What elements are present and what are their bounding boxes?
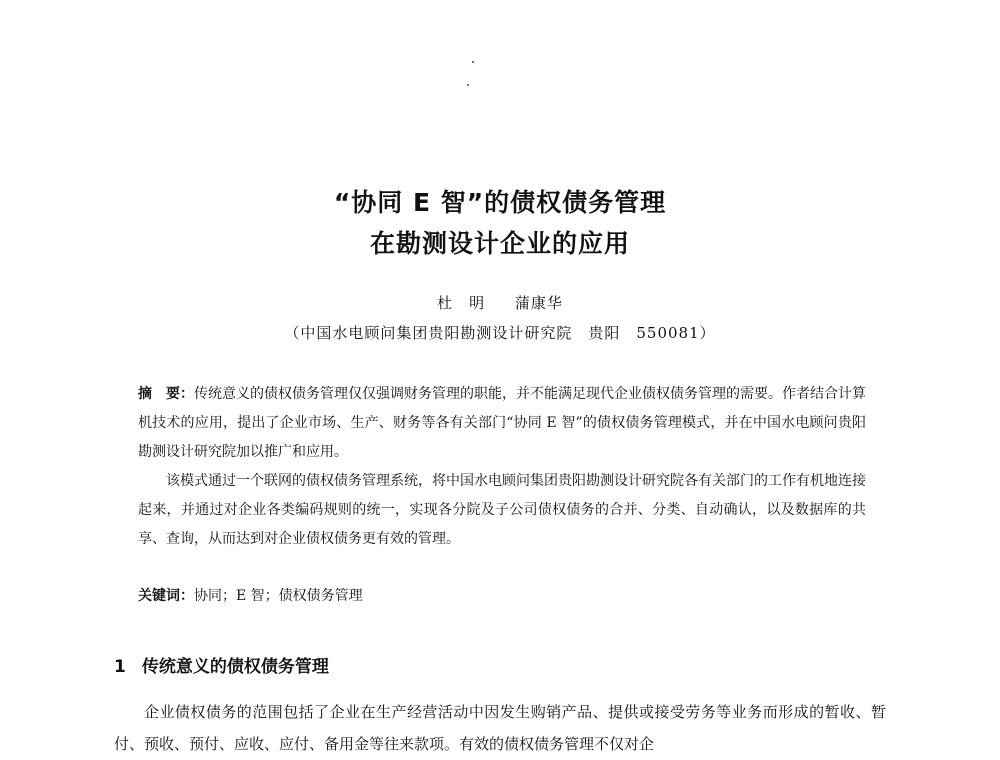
- affiliation-postcode: 550081）: [636, 324, 716, 342]
- body-paragraph: 企业债权债务的范围包括了企业在生产经营活动中因发生购销产品、提供或接受劳务等业务而形成的暂收、暂付、预收、预付、应收、应付、备用金等往来款项。有效的债权债务管理不仅对企: [114, 703, 886, 753]
- section-heading: [114, 652, 329, 677]
- keywords-text: 协同；E 智；债权债务管理: [194, 588, 363, 604]
- author-name: 蒲康华: [514, 294, 563, 312]
- section-body: [114, 696, 886, 760]
- affiliation-city: 贵阳: [588, 324, 621, 342]
- abstract-label: 摘 要：: [138, 386, 194, 402]
- author-list: [0, 292, 1000, 313]
- abstract-paragraph-2: 该模式通过一个联网的债权债务管理系统，将中国水电顾问集团贵阳勘测设计研究院各有关部门的工作有机地连接起来，并通过对企业各类编码规则的统一，实现各分院及子公司债权债务的合并、分类、自动确认，以及数据库的共享、查询，从而达到对企业债权债务更有效的管理。: [138, 473, 866, 547]
- scan-speck: [472, 61, 474, 63]
- keywords: [138, 582, 363, 610]
- affiliation: [0, 322, 1000, 343]
- affiliation-org: （中国水电顾问集团贵阳勘测设计研究院: [284, 324, 573, 342]
- title-line-1: “协同 E 智”的债权债务管理: [333, 188, 667, 217]
- title-line-2: 在勘测设计企业的应用: [369, 229, 630, 258]
- abstract-paragraph-1: [138, 380, 866, 467]
- author-name: 杜 明: [437, 294, 486, 312]
- keywords-label: 关键词：: [138, 588, 194, 604]
- scan-speck: [467, 84, 469, 86]
- section-number: 1: [114, 657, 126, 677]
- abstract-text-1: 传统意义的债权债务管理仅仅强调财务管理的职能，并不能满足现代企业债权债务管理的需要。作者结合计算机技术的应用，提出了企业市场、生产、财务等各有关部门“协同 E 智”的债权债务管理模式，并在中国水电顾问贵阳勘测设计研究院加以推广和应用。: [138, 386, 866, 460]
- section-title: 传统意义的债权债务管理: [141, 657, 329, 677]
- abstract: [138, 380, 866, 554]
